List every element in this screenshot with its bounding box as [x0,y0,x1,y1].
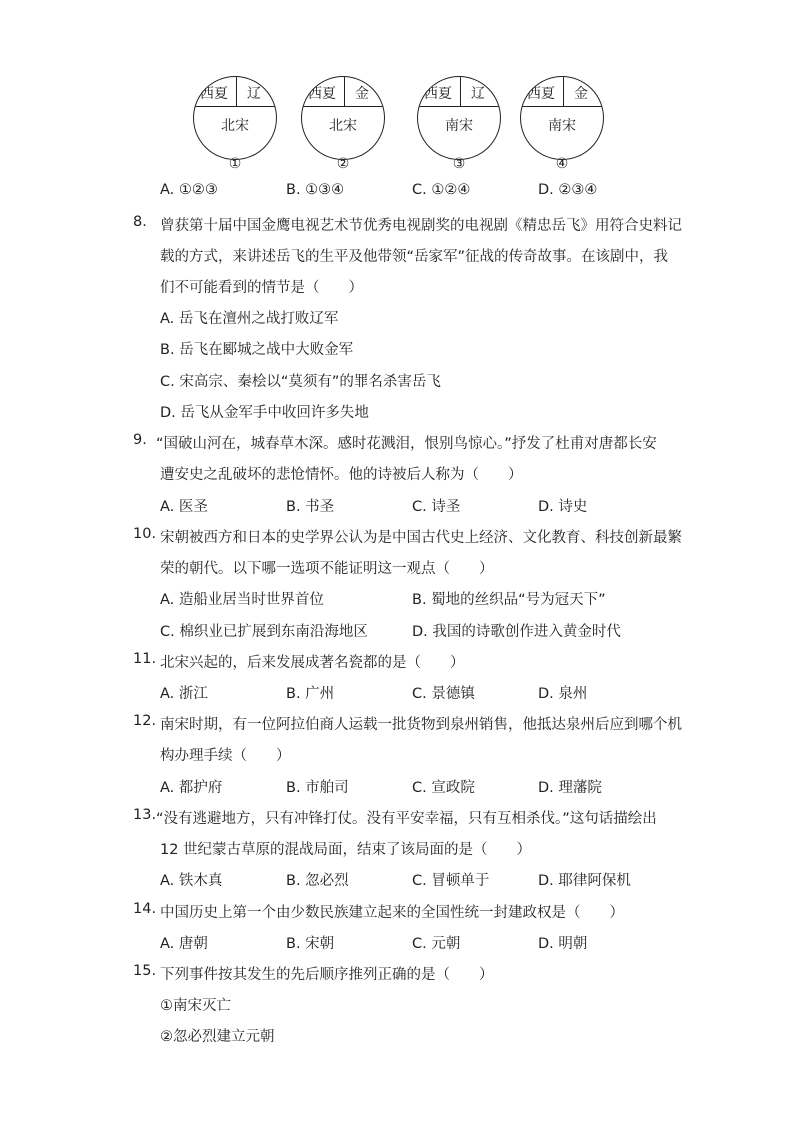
option-b: B. 蜀地的丝织品“号为冠天下” [412,592,606,608]
option-a: A. 都护府 [160,780,223,796]
question-text: “国破山河在，城春草木深。感时花溅泪，恨别鸟惊心。”抒发了杜甫对唐都长安 [156,436,657,452]
option-d: D. 泉州 [538,686,588,702]
option-b: B. 岳飞在郾城之战中大败金军 [160,342,354,358]
circle-top-right: 辽 [471,86,485,102]
question-number: 14. [133,901,157,917]
territory-circle-3 [417,76,501,160]
option-c: C. 宋高宗、秦桧以“莫须有”的罪名杀害岳飞 [160,374,441,390]
option-a: A. ①②③ [160,182,218,198]
question-number: 15. [133,963,157,979]
circle-label-2: ② [336,156,350,172]
circle-top-left: 西夏 [527,86,555,102]
question-text: 曾获第十届中国金鹰电视艺术节优秀电视剧奖的电视剧《精忠岳飞》用符合史料记 [160,218,682,234]
question-text: 宋朝被西方和日本的史学界公认为是中国古代史上经济、文化教育、科技创新最繁 [160,530,682,546]
territory-circle-2 [301,76,385,160]
circle-bottom: 南宋 [445,118,473,134]
territory-circle-1 [193,76,277,160]
option-d: D. ②③④ [538,182,598,198]
question-text: 12 世纪蒙古草原的混战局面，结束了该局面的是（ ） [160,842,532,858]
option-d: D. 我国的诗歌创作进入黄金时代 [412,624,621,640]
circle-label-3: ③ [452,156,466,172]
option-b: B. 忽必烈 [286,873,349,889]
question-text: 们不可能看到的情节是（ ） [160,280,363,296]
option-a: A. 岳飞在澶州之战打败辽军 [160,311,339,327]
circle-bottom: 北宋 [221,118,249,134]
option-d: D. 理藩院 [538,780,602,796]
circle-bottom: 北宋 [329,118,357,134]
option-a: A. 唐朝 [160,936,208,952]
question-number: 8. [133,214,147,230]
circle-top-right: 金 [574,86,588,102]
option-a: A. 造船业居当时世界首位 [160,592,324,608]
question-number: 10. [133,526,157,542]
option-b: B. 广州 [286,686,335,702]
option-d: D. 岳飞从金军手中收回许多失地 [160,405,369,421]
question-number: 11. [133,651,157,667]
option-d: D. 明朝 [538,936,588,952]
question-number: 12. [133,713,157,729]
question-text: 遭安史之乱破坏的悲怆情怀。他的诗被后人称为（ ） [160,467,523,483]
question-text: 南宋时期，有一位阿拉伯商人运载一批货物到泉州销售，他抵达泉州后应到哪个机 [160,717,682,733]
circle-bottom: 南宋 [548,118,576,134]
option-c: C. 诗圣 [412,499,461,515]
circle-label-4: ④ [555,156,569,172]
question-number: 9. [133,432,147,448]
option-d: D. 诗史 [538,499,588,515]
option-c: C. 棉织业已扩展到东南沿海地区 [160,624,368,640]
option-a: A. 医圣 [160,499,208,515]
circle-top-right: 辽 [247,86,261,102]
option-c: C. 元朝 [412,936,461,952]
option-c: C. 冒顿单于 [412,873,490,889]
event-item-1: ①南宋灭亡 [160,998,231,1014]
circle-top-left: 西夏 [308,86,336,102]
option-a: A. 浙江 [160,686,208,702]
option-c: C. 宣政院 [412,780,475,796]
question-text: 载的方式，来讲述岳飞的生平及他带领“岳家军”征战的传奇故事。在该剧中，我 [160,249,669,265]
question-text: 荣的朝代。以下哪一选项不能证明这一观点（ ） [160,561,494,577]
territory-circle-4 [520,76,604,160]
question-text: 下列事件按其发生的先后顺序推列正确的是（ ） [160,967,494,983]
option-a: A. 铁木真 [160,873,223,889]
question-number: 13. [133,807,157,823]
question-text: 构办理手续（ ） [160,748,291,764]
option-b: B. 宋朝 [286,936,335,952]
circle-label-1: ① [228,156,242,172]
event-item-2: ②忽必烈建立元朝 [160,1029,275,1045]
question-text: 中国历史上第一个由少数民族建立起来的全国性统一封建政权是（ ） [160,905,624,921]
option-c: C. ①②④ [412,182,471,198]
option-b: B. ①③④ [286,182,345,198]
option-c: C. 景德镇 [412,686,475,702]
circle-top-right: 金 [355,86,369,102]
question-text: “没有逃避地方，只有冲锋打仗。没有平安幸福，只有互相杀伐。”这句话描绘出 [156,811,657,827]
option-b: B. 书圣 [286,499,335,515]
option-d: D. 耶律阿保机 [538,873,631,889]
circle-top-left: 西夏 [424,86,452,102]
circle-top-left: 西夏 [200,86,228,102]
question-text: 北宋兴起的，后来发展成著名瓷都的是（ ） [160,655,465,671]
option-b: B. 市舶司 [286,780,349,796]
